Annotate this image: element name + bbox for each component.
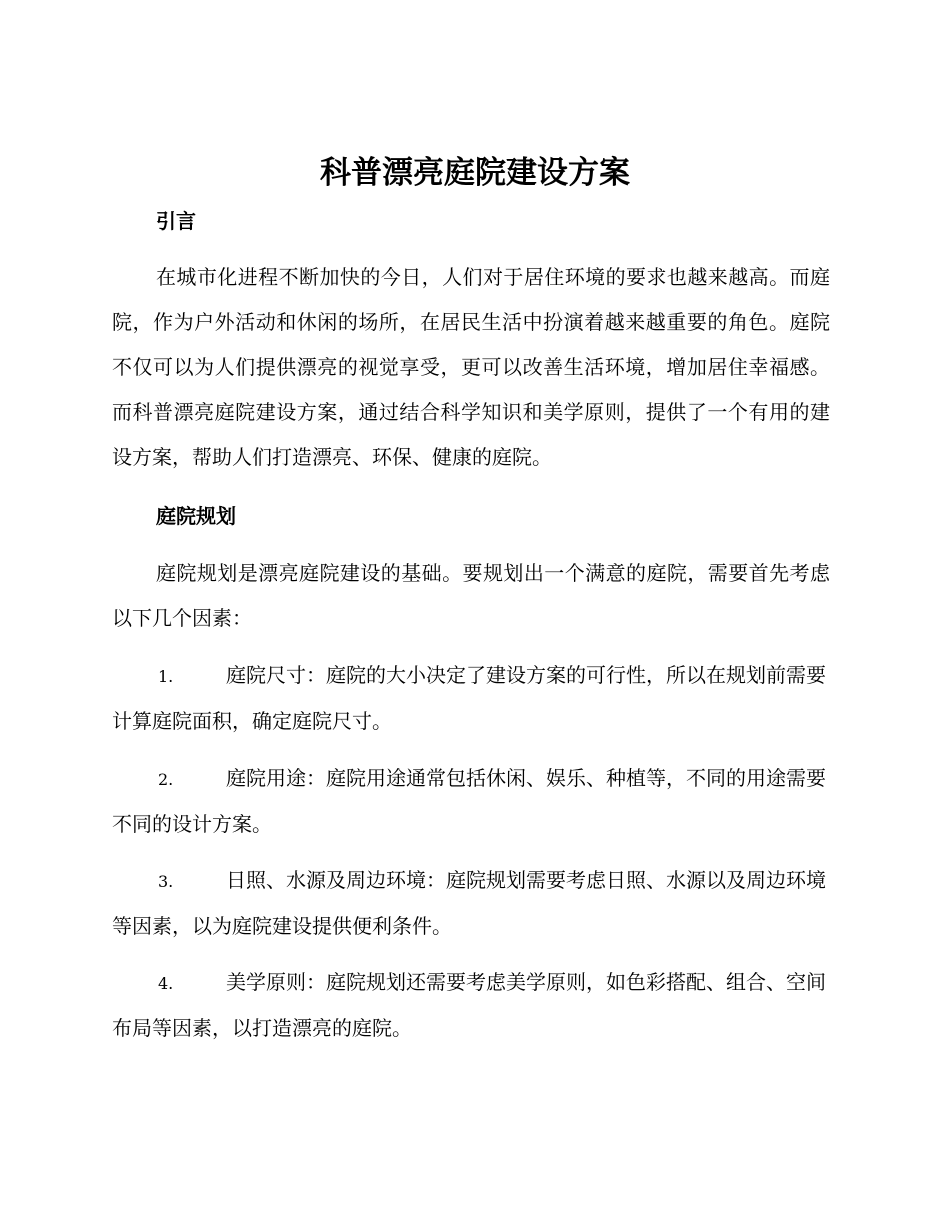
list-item xyxy=(112,756,832,847)
list-item-number: 1. xyxy=(158,667,174,686)
list-item-text: 日照、水源及周边环境：庭院规划需要考虑日照、水源以及周边环境等因素，以为庭院建设提供便利条件。 xyxy=(112,868,826,938)
list-item-number: 3. xyxy=(158,872,174,891)
section-heading-introduction: 引言 xyxy=(156,209,196,233)
list-item xyxy=(112,653,832,744)
list-item-number: 4. xyxy=(158,974,174,993)
list-item xyxy=(112,858,832,949)
list-item xyxy=(112,960,832,1051)
section-heading-courtyard-planning: 庭院规划 xyxy=(156,504,236,528)
list-item-text: 美学原则：庭院规划还需要考虑美学原则，如色彩搭配、组合、空间布局等因素，以打造漂亮的庭院。 xyxy=(112,970,826,1040)
document-title: 科普漂亮庭院建设方案 xyxy=(320,155,630,191)
introduction-paragraph: 在城市化进程不断加快的今日，人们对于居住环境的要求也越来越高。而庭院，作为户外活动和休闲的场所，在居民生活中扮演着越来越重要的角色。庭院不仅可以为人们提供漂亮的视觉享受，更可以改善生活环境，增加居住幸福感。而科普漂亮庭院建设方案，通过结合科学知识和美学原则，提供了一个有用的建设方案，帮助人们打造漂亮、环保、健康的庭院。 xyxy=(112,265,830,469)
planning-intro-paragraph: 庭院规划是漂亮庭院建设的基础。要规划出一个满意的庭院，需要首先考虑以下几个因素： xyxy=(112,561,830,630)
list-item-number: 2. xyxy=(158,770,174,789)
list-item-text: 庭院用途：庭院用途通常包括休闲、娱乐、种植等，不同的用途需要不同的设计方案。 xyxy=(112,766,826,836)
list-item-text: 庭院尺寸：庭院的大小决定了建设方案的可行性，所以在规划前需要计算庭院面积，确定庭院尺寸。 xyxy=(112,663,826,733)
